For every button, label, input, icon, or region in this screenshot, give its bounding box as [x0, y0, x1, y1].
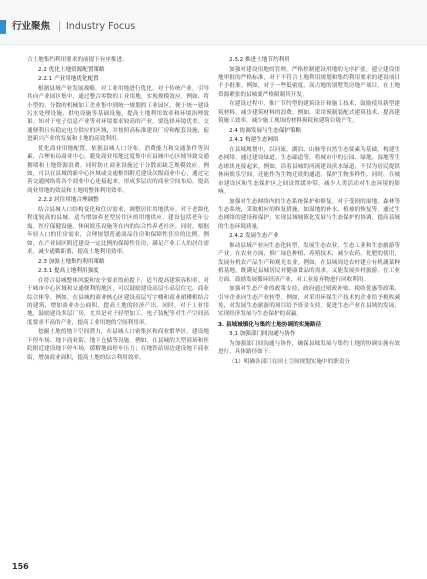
subsection-heading: 2.2 优化土地资源配置策略: [38, 66, 105, 73]
paragraph: 结合县城人口结构变化和住房需求，调整居住用地供应。对于老龄化程度较高的县城，适当增加养老型居住区的用地供应。建设包括老年公寓、医疗保健设施、休闲娱乐设施等在内的综合性养老社区。同时，根据年轻人口的住房需求，合理规划普通商品住房和保障性住房的比例。例如，在产业园区附近建设一定比例的保障性住房，满足产业工人的居住需求，减少通勤距离，提高土地利用效率。: [27, 207, 209, 256]
section-heading: 3. 县域城镇化与集约土地协调的实施路径: [218, 321, 322, 328]
subsection-heading: 2.2.2 居住用地合理调整: [38, 197, 99, 204]
subsection-heading: 2.4.2 发展生态产业: [229, 233, 279, 240]
subsection-heading: 2.4 协调发展与生态保护策略: [229, 127, 302, 134]
subsection-heading: 2.2.1 产业用地优化配置: [38, 76, 99, 83]
section-title: 行业聚焦: [12, 21, 51, 32]
page-header: [0, 0, 427, 45]
paragraph: 优化商业用地配置，依据县城人口分布、消费能力和交通条件等因素，合理布局商业中心。避免商业用地过度集中在县城中心区域导致交通拥堵和土地资源浪费。同时防止商业设施过于分散而缺乏规模效应。例如，可以在县城的新中心区域或交通枢纽附近建设次级商业中心，通过完善交通网络将各个商业中心连接起来，形成多层次的商业空间布局，提高商业用地的效益和土地的整体利用效率。: [27, 145, 209, 194]
right-text-column: [218, 56, 400, 562]
subsection-heading: 3.1 加强部门间沟通与协作: [229, 331, 296, 338]
section-title-english: Industry Focus: [66, 21, 136, 32]
page-number: 156: [12, 562, 29, 571]
paragraph: 在建设过程中，推广节约型的建筑设计和施工技术，鼓励使用新型建筑材料，减少建筑材料的浪费。例如，采用预制装配式建筑技术，提高建筑施工效率，减少施工现场的材料损耗和建筑垃圾产生。: [218, 101, 400, 125]
subsection-heading: 2.4.1 构建生态网络: [229, 137, 279, 144]
paragraph: （1）明确各部门在国土空间规划实施中的职责分: [229, 359, 351, 366]
paragraph: 推动县域产业向生态化转型，发展生态农业、生态工业和生态旅游等产业。在农业方面，推广绿色种植、养殖技术，减少农药、化肥的使用，发展有机农产品生产和观光农业。例如，在县城周边农村建立有机蔬菜种植基地，既满足县城居民对健康食品的需求，又能发展乡村旅游。在工业方面，鼓励发展循环经济产业，对工业废弃物进行回收利用。: [218, 243, 400, 283]
paragraph: 为加强部门间沟通与协作，确保县域发展与集约土地的协调实施有效进行，具体路径如下：: [218, 341, 400, 356]
paragraph: 根据县域产业发展战略，对工业用地进行优化。对于传统产业，引导其向产业园区集中，通过整合零散的工业用地，实现规模效应。例如，将小型的、分散的机械加工企业集中到统一规划的工业园区，便于统一建设污水处理设施、供电设施等基础设施，提高土地利用效率和环境治理效果。知对于电子信息产业等对环境要求较高的产业，要选择环境优美、交通便利且有稳定电力供应的区域，并按照高标准建设厂房和配套设施，促进新兴产业的发展和土地的高效利用。: [27, 85, 209, 143]
header-accent-bar: [0, 20, 6, 34]
paragraph: 加强对生态网络内的生态系统保护和修复。对于受损的湿地、森林等生态系统，采取相应的修复措施，如湿地的补水、植被的恢复等。通过生态网络的建设和保护，实现县域城镇化发展与生态保护的协调，提高县域的生态环境质量。: [218, 198, 400, 230]
subsection-heading: 2.3.2 推进土地节约利用: [229, 57, 290, 63]
paragraph: 在县域规划中，以河流、湖泊、山脉等自然生态要素为基础，构建生态网络。通过建设绿道、生态廊道等，将城市中的公园、绿地、湿地等生态斑块连接起来。例如，沿着县城的河流建设滨水绿道，不仅为居民提供休闲娱乐空间，还能作为生物迁徙的通道，保护生物多样性。同时，在城市建设区和生态保护区之间设置缓冲带，减少人类活动对生态环境的影响。: [218, 147, 400, 196]
paragraph: 在符合县城整体风貌和安全要求的前提下，适当提高建筑容积率。对于城市中心区域和交通便利的地区，可以鼓励建设高层小高层住宅、商业综合体等。例如，在县城的商业核心区建设高层写字楼和商业裙楼相结合的建筑，增加商业办公面积，提高土地的经济产出。同时，对于工业用地，鼓励建设多层厂房，尤其是对于轻型加工、电子装配等对生产空间高度要求不高的产业，提高工业用地的空间利用率。: [27, 277, 209, 326]
header-separator: |: [58, 21, 62, 32]
paragraph: 挖掘土地的地下空间潜力，在县城人口密集区和商业繁华区，建设地下停车场、地下商业街、地下仓储等设施。例如，在县城的大型商场和医院附近建设地下停车场，缓解地面停车压力；在地铁站周边建设地下商业街，增加商业面积，提高土地的综合利用效率。: [27, 329, 209, 361]
paragraph: 合土地集约利用要求的前提下有序推进。: [27, 57, 128, 63]
paragraph: 加强对建设用地的管理，严格控制建设用地的无序扩张。建立建设用地审批的严格标准，对于不符合土地利用规划和集约利用要求的建设项目不予批准。例如，对于一些低密度、高占地的别墅类房地产项目，在土地资源紧张的县城要严格限制其开发。: [218, 66, 400, 98]
paragraph: 加强对生态产业的政策支持，政府通过财政补贴、税收优惠等政策，引导企业向生态产业转型。例如，对采用环保生产技术的企业给予税收减免，对发展生态旅游的项目给予资金支持，促进生态产业在县域的发展，实现经济发展与生态保护的双赢。: [218, 286, 400, 318]
left-text-column: [27, 56, 209, 562]
subsection-heading: 2.3.1 提高土地利用强度: [38, 268, 99, 275]
subsection-heading: 2.3 加强土地集约利用策略: [38, 258, 105, 265]
